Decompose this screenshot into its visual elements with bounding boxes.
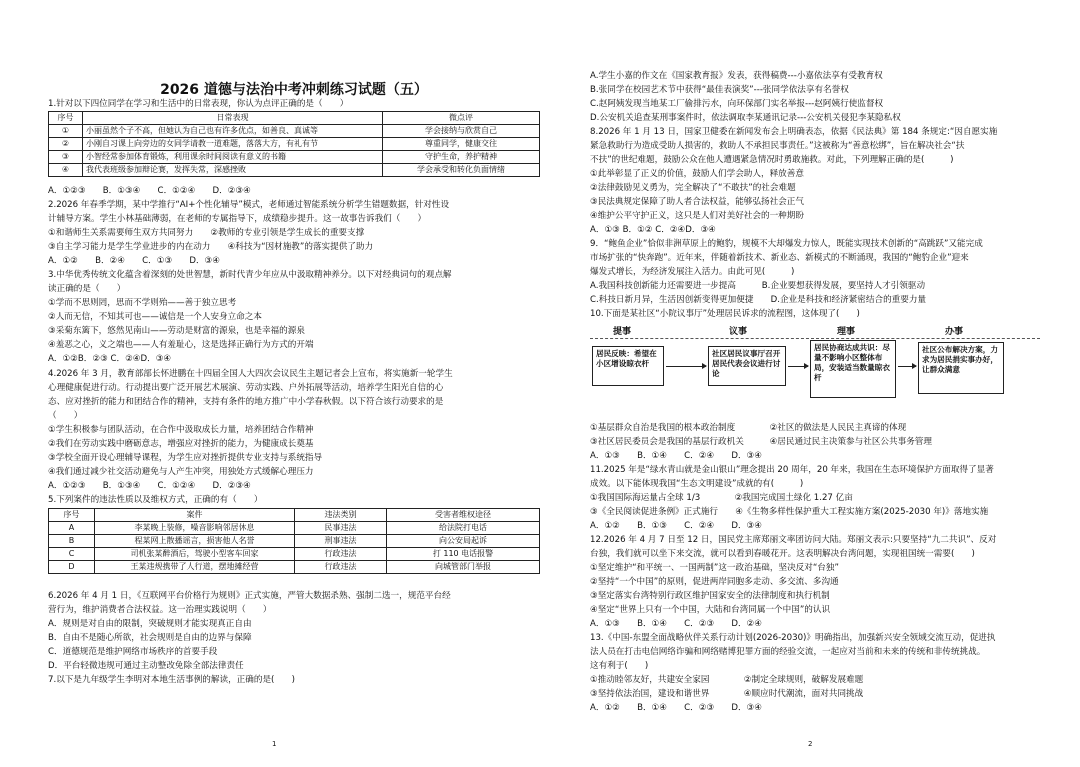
table-row [49,164,540,177]
answer-options: A．①③ B．①② C．②④D．③④ [590,225,716,235]
flow-step-box: 社区公布解决方案，力求为居民捐实事办好，让群众满意 [918,342,1004,394]
answer-options: A．①②B．②③ C．②④D．③④ [48,354,172,364]
table-cell: ① [49,125,83,138]
text-line: 市场扩张的“快奔跑”。近年来，伴随着新技术、新业态、新模式的不断涌现，我国的“鲍豹企业”迎来 [590,253,969,263]
table-daily-behaviors [48,111,540,177]
table-cell: 学会接纳与欣赏自己 [383,125,540,138]
answer-options: A．①② B．②④ C．①③ D．③④ [48,256,220,266]
table-header: 微点评 [383,112,540,125]
table-header-row [49,112,540,125]
text-line: 计辅导方案。学生小林基础薄弱，在老师的专属指导下，成绩稳步提升。这一故事告诉我们（ ） [48,214,427,224]
table-row [49,561,540,574]
page-number: 2 [808,740,813,748]
table-cell: C [49,548,95,561]
text-line: ②法律鼓励见义勇为，完全解决了“不敢扶”的社会难题 [590,183,796,193]
text-line: ③民法典规定保障了助人者合法权益，能够弘扬社会正气 [590,197,804,207]
table-cell: 小丽虽然个子不高，但她认为自己也有许多优点，如善良、真诚等 [83,125,383,138]
text-line: 不扶”的世纪难题，鼓励公众在他人遭遇紧急情况时勇敢施救。对此，下列理解正确的是( ) [590,155,954,165]
text-line: 7.以下是九年级学生李明对本地生活事例的解读，正确的是( ) [48,675,295,685]
text-line: ③坚持依法治国，建设和谐世界 ④顺应时代潮流，面对共同挑战 [590,689,864,699]
option-line: D．平台轻微违规可通过主动整改免除全部法律责任 [48,661,244,671]
table-row [49,151,540,164]
option-line: B．自由不是随心所欲，社会规则是自由的边界与保障 [48,633,252,643]
table-header-row [49,509,540,522]
text-line: 8.2026 年 1 月 13 日，国家卫健委在新闻发布会上明确表态，依据《民法典》第 184 条规定:“因自愿实施 [590,127,998,137]
question-1: 1.针对以下四位同学在学习和生活中的日常表现，你认为点评正确的是（ ） [48,99,349,109]
table-cell: 刑事违法 [295,535,387,548]
text-line: ①我国国际海运量占全球 1/3 ②我国完成国土绿化 1.27 亿亩 [590,493,853,503]
text-line: 紧急救助行为造成受助人损害的，救助人不承担民事责任。”这被称为“善意松绑”，旨在解决社会“扶 [590,141,965,151]
text-line: ③学校全面开设心理辅导课程，为学生应对挫折提供专业支持与系统指导 [48,453,323,463]
arrow-right-icon [788,366,808,367]
page-right [590,0,1040,767]
flow-header: 理事 [836,327,855,337]
option-line: C．道德规范是维护网络市场秩序的首要手段 [48,647,218,657]
option-line: A.学生小嘉的作文在《国家教育报》发表，获得稿费---小嘉依法享有受教育权 [590,71,883,81]
table-cell: 李某晚上装修，噪音影响邻居休息 [95,522,295,535]
option-line: C.赵阿姨发现当地某工厂偷排污水，向环保部门实名举报---赵阿姨行使监督权 [590,99,884,109]
text-line: ②人而无信，不知其可也——诚信是一个人安身立命之本 [48,312,262,322]
answer-options: A．①② B．①③ C．②④ D．③④ [590,521,762,531]
flow-header: 提事 [612,327,631,337]
table-header: 日常表现 [83,112,383,125]
text-line: ①推动睦邻友好，共建安全家园 ②制定全球规则，破解发展难题 [590,675,864,685]
table-header: 序号 [49,509,95,522]
table-cell: 向公安局起诉 [387,535,540,548]
table-header: 序号 [49,112,83,125]
text-line: ①学而不思则罔，思而不学则殆——善于独立思考 [48,298,237,308]
text-line: 读正确的是（ ） [48,284,126,294]
text-line: 法人员在打击电信网络诈骗和网络赌博犯罪方面的经验交流，一起应对当前和未来的传统和非传统挑战。 [590,647,986,657]
text-line: 12.2026 年 4 月 7 日至 12 日，国民党主席郑丽文率团访问大陆。郑丽文表示:只要坚持“九二共识”、反对 [590,535,997,545]
text-line: 13.《中国-东盟全面战略伙伴关系行动计划(2026-2030)》明确指出，加强新兴安全领域交流互动，促进执 [590,633,996,643]
answer-options: A．①②③ B．①③④ C．①②④ D．②③④ [48,481,251,491]
flow-step-box: 居民反映：希望在小区增设晾衣杆 [592,346,664,386]
text-line: （ ） [48,411,83,421]
table-cell: 行政违法 [295,548,387,561]
table-header: 案件 [95,509,295,522]
exam-title: 2026 道德与法治中考冲刺练习试题（五） [160,82,428,98]
table-cell: 行政违法 [295,561,387,574]
text-line: ③坚定落实台湾特别行政区维护国家安全的法律制度和执行机制 [590,591,830,601]
table-cell: 尊重同学，健康交往 [383,138,540,151]
text-line: ④维护公平守护正义，这只是人们对美好社会的一种期盼 [590,211,804,221]
table-cell: 守护生命，养护精神 [383,151,540,164]
text-line: ②坚持“一个中国”的原则，促进两岸同胞多走动、多交流、多沟通 [590,577,839,587]
table-cell: 打 110 电话报警 [387,548,540,561]
text-line: ②我们在劳动实践中磨砺意志，增强应对挫折的能力，为健康成长奠基 [48,439,314,449]
table-row [49,125,540,138]
text-line: ④坚定“世界上只有一个中国，大陆和台湾同属一个中国”的认识 [590,605,831,615]
text-line: 台独，我们就可以坐下来交流，就可以看到春暖花开。这表明解决台湾问题，实现祖国统一需要( ) [590,549,975,559]
flow-divider [590,338,1040,339]
table-cell: D [49,561,95,574]
table-cases [48,508,540,574]
text-line: 这有利于( ) [590,661,649,671]
text-line: 2.2026 年春季学期，某中学推行“AI+个性化辅导”模式，老师通过智能系统分析学生错题数据，针对性设 [48,200,450,210]
table-cell: 民事违法 [295,522,387,535]
table-header: 违法类别 [295,509,387,522]
page-left [48,0,540,767]
text-line: 9．“鲍鱼企业”恰似非洲草原上的鲍豹，规模不大却爆发力惊人，既能实现技术创新的“高跳跃”又能完成 [590,239,983,249]
option-line: B.张同学在校园艺术节中获得“最佳表演奖”---张同学依法享有名誉权 [590,85,849,95]
table-cell: ③ [49,151,83,164]
answer-options: A．①③ B．①④ C．②④ D．③④ [590,451,762,461]
text-line: 10.下面是某社区“小院议事厅”处理居民诉求的流程图，这体现了( ) [590,309,860,319]
table-cell: A [49,522,95,535]
text-line: ④羞恶之心，义之端也——人有羞耻心，这是选择正确行为方式的开端 [48,340,314,350]
option-line: A．规则是对自由的限制，突破规则才能实现真正自由 [48,619,252,629]
option-line: C.科技日新月异，生活因创新变得更加便捷 D.企业是科技和经济紧密结合的重要力量 [590,295,927,305]
table-cell: ④ [49,164,83,177]
page-number: 1 [272,740,277,748]
text-line: 爆发式增长，为经济发展注入活力。由此可见( ) [590,267,795,277]
text-line: 5.下列案件的违法性质以及维权方式，正确的有（ ） [48,495,263,505]
answer-options: A．①② B．①④ C．②③ D．③④ [590,703,762,713]
table-cell: 给法院打电话 [387,522,540,535]
flow-step-box: 社区居民议事厅召开居民代表会议进行讨论 [708,346,786,386]
text-line: 4.2026 年 3 月，教育部部长怀进鹏在十四届全国人大四次会议民生主题记者会上宣布，将实施新一轮学生 [48,369,453,379]
text-line: 11.2025 年是“绿水青山就是金山银山”理念提出 20 周年，20 年来，我国在生态环境保护方面取得了显著 [590,465,994,475]
table-cell: 小智经常参加体育锻炼，利用课余时间阅读有意义的书籍 [83,151,383,164]
flow-header: 议事 [728,327,747,337]
table-cell: 王某违规携带了人行道，摆地摊经营 [95,561,295,574]
arrow-right-icon [666,366,706,367]
table-cell: 我代表班级参加辩论赛，发挥失常，深感挫败 [83,164,383,177]
text-line: ③自主学习能力是学生学业进步的内在动力 ④科技为“因材施教”的落实提供了助力 [48,242,374,252]
table-cell: B [49,535,95,548]
flowchart [590,324,1040,416]
table-cell: 向城管部门举报 [387,561,540,574]
text-line: ③《全民阅读促进条例》正式施行 ④《生物多样性保护重大工程实施方案(2025-2030 年)》落地实施 [590,507,989,517]
text-line: 心理健康促进行动。行动提出要广泛开展艺术展演、劳动实践、户外拓展等活动，培养学生阳光自信的心 [48,383,444,393]
table-header: 受害者维权途径 [387,509,540,522]
text-line: ①此举彰显了正义的价值，鼓励人们学会助人，释放善意 [590,169,804,179]
text-line: 成效。以下能体现我国“生态文明建设”成就的有( ) [590,479,804,489]
table-cell: 小刚自习课上向旁边的女同学请教一道难题，落落大方，有礼有节 [83,138,383,151]
text-line: 6.2026 年 4 月 1 日，《互联网平台价格行为规则》正式实施，严管大数据杀熟、强制二选一，规范平台经 [48,591,451,601]
flow-header: 办事 [944,327,963,337]
arrow-right-icon [898,366,916,367]
text-line: ①和谐师生关系需要师生双方共同努力 ②教师的专业引领是学生成长的重要支撑 [48,228,365,238]
table-cell: 学会承受和转化负面情绪 [383,164,540,177]
table-cell: ② [49,138,83,151]
answer-options: A．①②③ B．①③④ C．①②④ D．②③④ [48,186,251,196]
table-row [49,535,540,548]
text-line: ①学生积极参与团队活动，在合作中汲取成长力量，培养团结合作精神 [48,425,314,435]
table-cell: 程某网上散播谣言，损害他人名誉 [95,535,295,548]
text-line: ③社区居民委员会是我国的基层行政机关 ④居民通过民主决策参与社区公共事务管理 [590,437,932,447]
text-line: ①基层群众自治是我国的根本政治制度 ②社区的做法是人民民主真谛的体现 [590,423,907,433]
text-line: ④我们通过减少社交活动避免与人产生冲突，用独处方式缓解心理压力 [48,467,314,477]
text-line: ①坚定维护“和平统一、一国两制”这一政治基础，坚决反对“台独” [590,563,839,573]
text-line: 态、应对挫折的能力和团结合作的精神，支持有条件的地方推广中小学春秋假。以下符合该行动要求的是 [48,397,444,407]
text-line: 营行为，维护消费者合法权益。这一治理实践说明（ ） [48,605,272,615]
table-row [49,548,540,561]
table-cell: 司机张某醉酒后，驾驶小型客车回家 [95,548,295,561]
text-line: 3.中华优秀传统文化蕴含着深刻的处世智慧，新时代青少年应从中汲取精神养分。以下对经典词句的观点解 [48,270,452,280]
answer-options: A．①③ B．①④ C．②③ D．②④ [590,619,762,629]
table-row [49,138,540,151]
text-line: ③采菊东篱下，悠然见南山——劳动是财富的源泉，也是幸福的源泉 [48,326,305,336]
option-line: D.公安机关追查某刑事案件时，依法调取李某通讯记录---公安机关侵犯李某隐私权 [590,113,901,123]
option-line: A.我国科技创新能力还需要进一步提高 B.企业要想获得发展，要坚持人才引领驱动 [590,281,926,291]
table-row [49,522,540,535]
flow-step-box: 居民协商达成共识：尽量不影响小区整体布局，安装适当数量晾衣杆 [810,340,896,398]
